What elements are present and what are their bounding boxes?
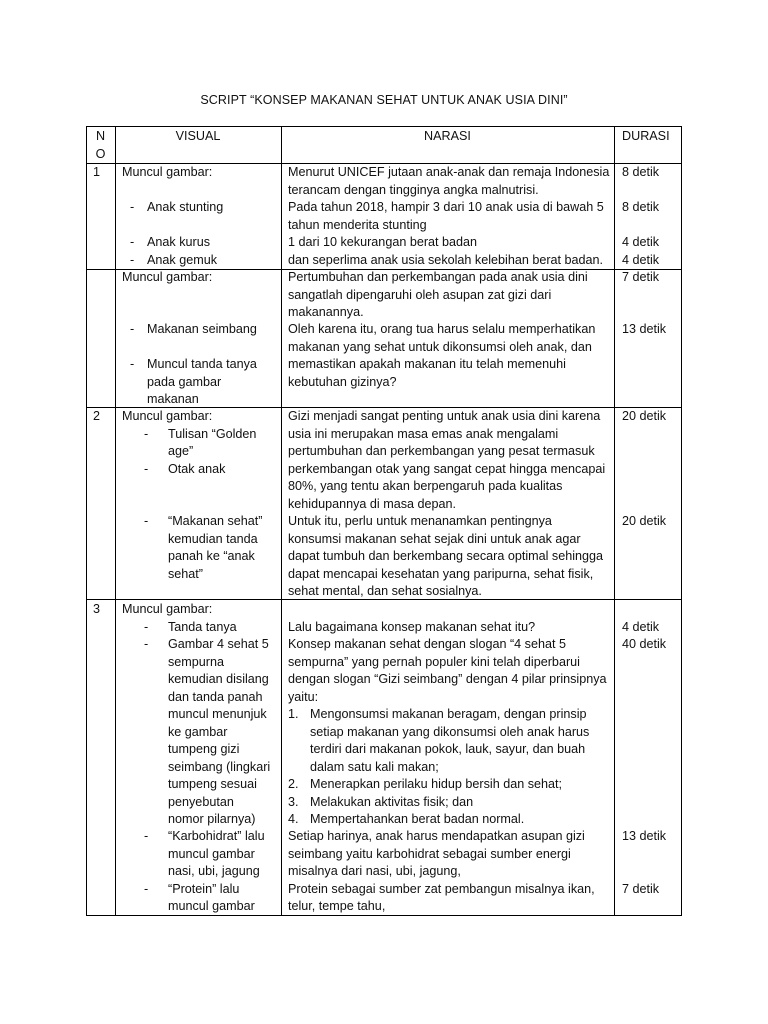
durasi-text: 13 detik <box>622 829 667 843</box>
header-visual: VISUAL <box>175 129 221 143</box>
visual-text: ke gambar <box>168 725 228 739</box>
narasi-text: makanan yang sehat untuk dikonsumsi oleh anak, dan <box>288 340 592 354</box>
narasi-text: tahun menderita stunting <box>288 218 427 232</box>
visual-text: makanan <box>147 392 199 406</box>
narasi-text: dengan slogan “Gizi seimbang” dengan 4 pilar prinsipnya <box>288 672 607 686</box>
narasi-text: kehidupannya di masa depan. <box>288 497 457 511</box>
narasi-text: konsumsi makanan sehat sejak dini untuk anak agar <box>288 532 581 546</box>
dash: - <box>144 637 149 651</box>
narasi-text: setiap makanan yang dikonsumsi oleh anak harus <box>310 725 590 739</box>
visual-text: Anak kurus <box>147 235 210 249</box>
visual-text: Muncul tanda tanya <box>147 357 257 371</box>
visual-text: tumpeng gizi <box>168 742 240 756</box>
header-no: O <box>95 147 106 161</box>
narasi-text: usia ini merupakan masa emas anak mengalami <box>288 427 559 441</box>
dash: - <box>144 514 149 528</box>
narasi-text: sempurna” yang pernah populer kini telah diperbarui <box>288 655 580 669</box>
narasi-text: 80%, yang tentu akan berpengaruh pada kualitas <box>288 479 563 493</box>
dash: - <box>130 322 135 336</box>
narasi-text: yaitu: <box>288 690 319 704</box>
visual-text: sempurna <box>168 655 225 669</box>
narasi-text: dapat tumbuh dan berkembang secara optimal sehingga <box>288 549 604 563</box>
visual-text: Otak anak <box>168 462 226 476</box>
narasi-text: Mengonsumsi makanan beragam, dengan prinsip <box>310 707 587 721</box>
row-number: 1 <box>93 165 101 179</box>
narasi-text: kebutuhan gizinya? <box>288 375 397 389</box>
visual-text: Makanan seimbang <box>147 322 257 336</box>
visual-text: muncul menunjuk <box>168 707 267 721</box>
visual-text: age” <box>168 444 194 458</box>
dash: - <box>144 829 149 843</box>
visual-text: Muncul gambar: <box>122 409 213 423</box>
visual-text: penyebutan <box>168 795 234 809</box>
narasi-text: makanannya. <box>288 305 364 319</box>
visual-text: nomor pilarnya) <box>168 812 256 826</box>
visual-text: “Karbohidrat” lalu <box>168 829 265 843</box>
narasi-text: Lalu bagaimana konsep makanan sehat itu? <box>288 620 536 634</box>
visual-text: Tanda tanya <box>168 620 237 634</box>
list-marker: 2. <box>288 777 299 791</box>
visual-text: Muncul gambar: <box>122 270 213 284</box>
dash: - <box>130 235 135 249</box>
visual-text: “Protein” lalu <box>168 882 240 896</box>
visual-text: Muncul gambar: <box>122 165 213 179</box>
list-marker: 3. <box>288 795 299 809</box>
dash: - <box>130 357 135 371</box>
narasi-text: Gizi menjadi sangat penting untuk anak usia dini karena <box>288 409 601 423</box>
header-narasi: NARASI <box>424 129 471 143</box>
header-durasi: DURASI <box>622 129 670 143</box>
narasi-text: Protein sebagai sumber zat pembangun misalnya ikan, <box>288 882 595 896</box>
visual-text: seimbang (lingkari <box>168 760 271 774</box>
visual-text: Tulisan “Golden <box>168 427 257 441</box>
dash: - <box>130 253 135 267</box>
narasi-text: Menurut UNICEF jutaan anak-anak dan remaja Indonesia <box>288 165 610 179</box>
visual-text: tumpeng sesuai <box>168 777 257 791</box>
visual-text: dan tanda panah <box>168 690 263 704</box>
narasi-text: memastikan apakah makanan itu telah memenuhi <box>288 357 566 371</box>
visual-text: panah ke “anak <box>168 549 255 563</box>
narasi-text: Untuk itu, perlu untuk menanamkan pentingnya <box>288 514 552 528</box>
row-number: 3 <box>93 602 101 616</box>
narasi-text: Pertumbuhan dan perkembangan pada anak usia dini <box>288 270 588 284</box>
dash: - <box>144 462 149 476</box>
dash: - <box>144 882 149 896</box>
document-title: SCRIPT “KONSEP MAKANAN SEHAT UNTUK ANAK USIA DINI” <box>200 93 568 107</box>
row-number: 2 <box>93 409 101 423</box>
narasi-text: Pada tahun 2018, hampir 3 dari 10 anak usia di bawah 5 <box>288 200 604 214</box>
durasi-text: 4 detik <box>622 620 660 634</box>
narasi-text: Konsep makanan sehat dengan slogan “4 sehat 5 <box>288 637 566 651</box>
durasi-text: 8 detik <box>622 200 660 214</box>
visual-text: muncul gambar <box>168 899 255 913</box>
durasi-text: 13 detik <box>622 322 667 336</box>
narasi-text: sehat mental, dan sehat sosialnya. <box>288 584 482 598</box>
narasi-text: dapat mencapai kesehatan yang paripurna, sehat fisik, <box>288 567 594 581</box>
narasi-text: Mempertahankan berat badan normal. <box>310 812 525 826</box>
visual-text: Anak stunting <box>147 200 224 214</box>
narasi-text: 1 dari 10 kekurangan berat badan <box>288 235 478 249</box>
header-no: N <box>95 129 106 143</box>
narasi-text: sangatlah dipengaruhi oleh asupan zat gizi dari <box>288 288 552 302</box>
visual-text: muncul gambar <box>168 847 255 861</box>
durasi-text: 7 detik <box>622 270 660 284</box>
durasi-text: 4 detik <box>622 235 660 249</box>
narasi-text: terancam dengan tingginya angka malnutrisi. <box>288 183 539 197</box>
visual-text: “Makanan sehat” <box>168 514 263 528</box>
visual-text: pada gambar <box>147 375 222 389</box>
list-marker: 1. <box>288 707 299 721</box>
durasi-text: 4 detik <box>622 253 660 267</box>
narasi-text: telur, tempe tahu, <box>288 899 386 913</box>
dash: - <box>130 200 135 214</box>
narasi-text: seimbang yaitu karbohidrat sebagai sumber energi <box>288 847 571 861</box>
narasi-text: misalnya dari nasi, ubi, jagung, <box>288 864 461 878</box>
visual-text: Muncul gambar: <box>122 602 213 616</box>
durasi-text: 7 detik <box>622 882 660 896</box>
durasi-text: 20 detik <box>622 409 667 423</box>
narasi-text: Menerapkan perilaku hidup bersih dan sehat; <box>310 777 563 791</box>
durasi-text: 40 detik <box>622 637 667 651</box>
narasi-text: Oleh karena itu, orang tua harus selalu memperhatikan <box>288 322 596 336</box>
visual-text: nasi, ubi, jagung <box>168 864 260 878</box>
narasi-text: Melakukan aktivitas fisik; dan <box>310 795 474 809</box>
durasi-text: 8 detik <box>622 165 660 179</box>
visual-text: kemudian disilang <box>168 672 269 686</box>
col-divider <box>115 126 116 916</box>
visual-text: kemudian tanda <box>168 532 258 546</box>
narasi-text: Setiap harinya, anak harus mendapatkan asupan gizi <box>288 829 585 843</box>
narasi-text: terdiri dari makanan pokok, lauk, sayur, dan buah <box>310 742 586 756</box>
visual-text: Gambar 4 sehat 5 <box>168 637 269 651</box>
dash: - <box>144 620 149 634</box>
list-marker: 4. <box>288 812 299 826</box>
dash: - <box>144 427 149 441</box>
visual-text: sehat” <box>168 567 204 581</box>
col-divider <box>614 126 615 916</box>
narasi-text: pertumbuhan dan perkembangan yang pesat termasuk <box>288 444 595 458</box>
durasi-text: 20 detik <box>622 514 667 528</box>
visual-text: Anak gemuk <box>147 253 218 267</box>
narasi-text: dalam satu kali makan; <box>310 760 439 774</box>
narasi-text: dan seperlima anak usia sekolah kelebihan berat badan. <box>288 253 604 267</box>
narasi-text: perkembangan otak yang sangat cepat hingga mencapai <box>288 462 606 476</box>
col-divider <box>281 126 282 916</box>
